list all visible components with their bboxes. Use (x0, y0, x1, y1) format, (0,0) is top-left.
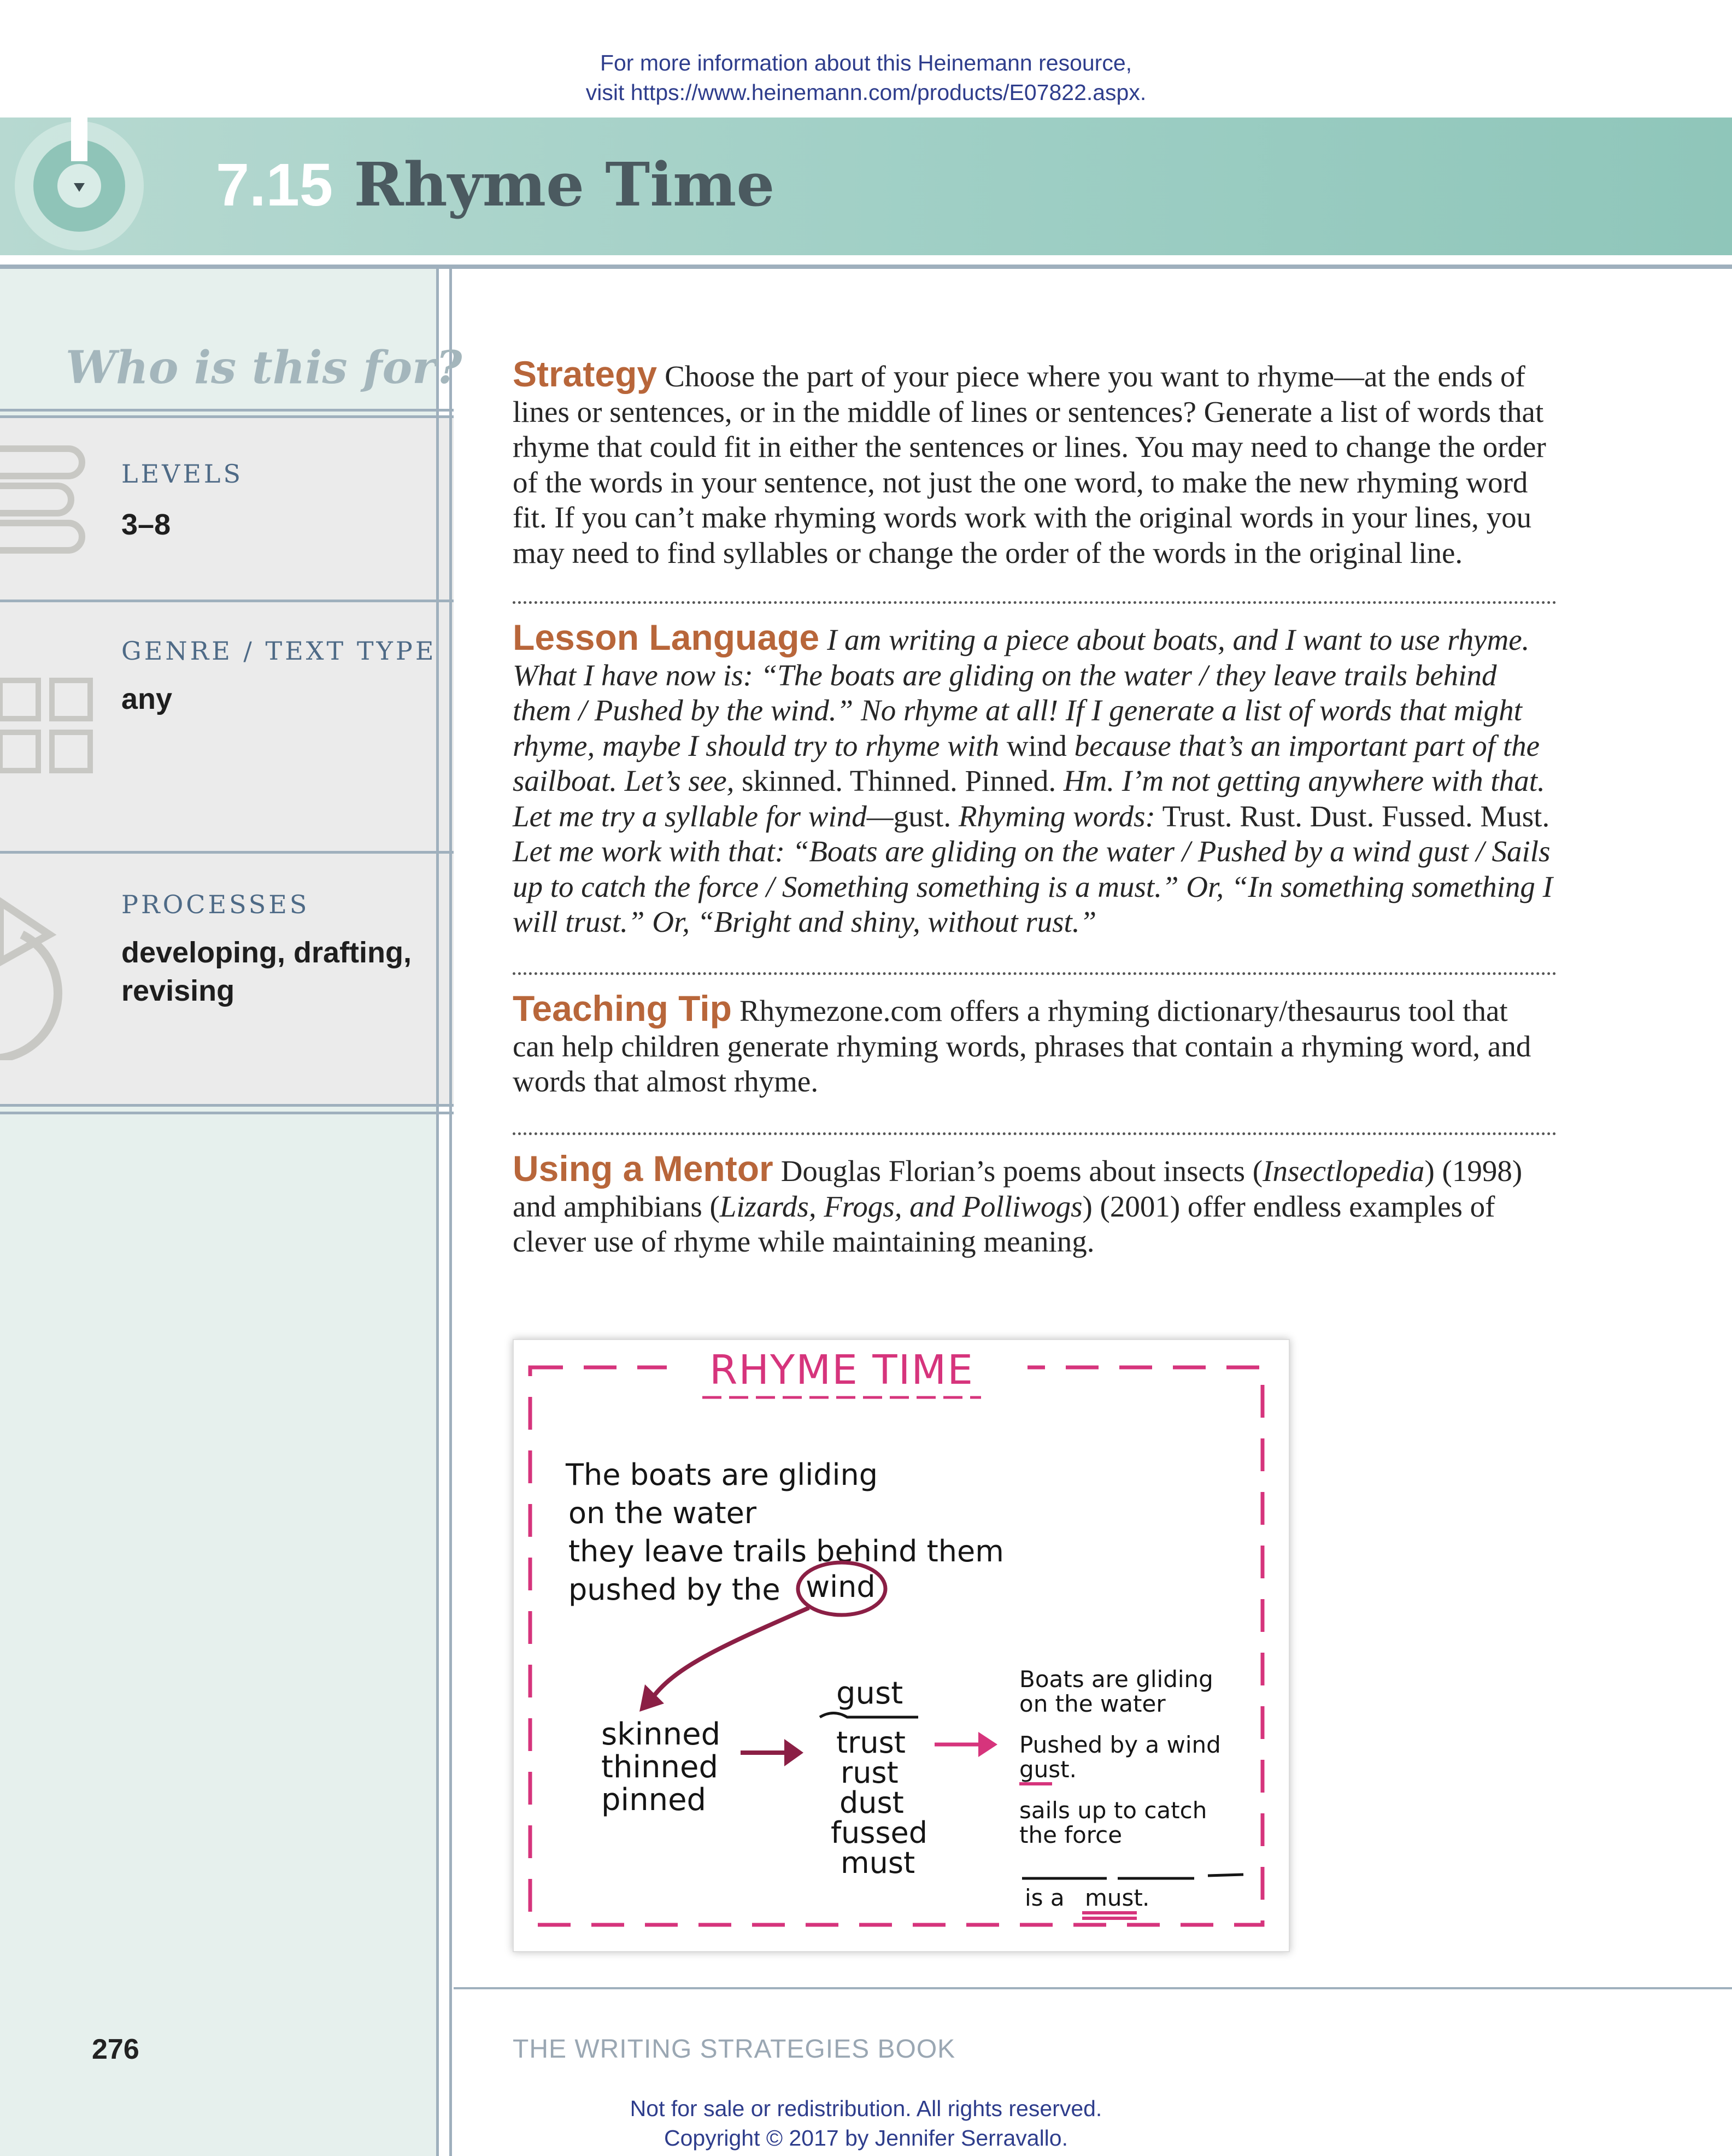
grid-icon (0, 678, 98, 776)
genre-label: GENRE / TEXT TYPE (121, 636, 437, 666)
processes-value (121, 933, 412, 1010)
cycle-arrow-icon (0, 896, 109, 1060)
arrow-right-pink-icon (978, 1732, 997, 1757)
strategy-number: 7.15 (216, 151, 333, 219)
list2-item-5: must (841, 1846, 915, 1880)
list2-item-2: rust (841, 1755, 899, 1790)
strategy-title: Rhyme Time (354, 149, 775, 220)
strategy-text: Choose the part of your piece where you want to rhyme—at the ends of lines or sentences, or in the middle of lines or sentences? Generate a list of words that rhyme that could fit in either the sentences or lines. You may need to change the order of the words in your sentence, not just the one word, to make the new rhyming word fit. If you can’t make rhyming words work with the original words in your lines, you may need to find syllables or change the order of the words in the original line. (513, 360, 1546, 569)
mentor-text-3: ) (2001) offer endless examples of clever use of rhyme while maintaining meaning. (513, 1189, 1495, 1258)
teaching-tip-text: Rhymezone.com offers a rhyming dictionary/thesaurus tool that can help children generate rhyming words, phrases that contain a rhyming word, and words that almost rhyme. (513, 994, 1531, 1098)
strategy-heading: Strategy (513, 354, 657, 394)
resource-notice-link[interactable]: visit https://www.heinemann.com/products/E07822.aspx. (585, 80, 1147, 105)
anchor-chart (513, 1339, 1290, 1952)
levels-label: LEVELS (121, 459, 243, 489)
header-divider (0, 265, 1732, 269)
list1-item-3: pinned (601, 1782, 707, 1818)
sidebar-rule-top-2 (0, 415, 454, 418)
lesson-text-2: because that’s an important part of the sailboat. Let’s see, (513, 729, 1540, 797)
poem-line-5: sails up to catch (1019, 1797, 1207, 1824)
footer-rule (454, 1987, 1732, 1989)
mentor-text-1: Douglas Florian’s poems about insects ( (780, 1154, 1263, 1188)
lesson-roman-3: gust. (893, 799, 952, 833)
sidebar-rule-genre (0, 851, 454, 854)
sidebar-rule-top-1 (0, 409, 454, 412)
list1-item-1: skinned (601, 1717, 721, 1752)
poem-line-2: on the water (1019, 1690, 1166, 1717)
lesson-language-section (513, 617, 1557, 940)
word-wind: wind (806, 1570, 876, 1604)
chart-title: RHYME TIME (709, 1347, 974, 1394)
original-line-1: The boats are gliding (566, 1458, 878, 1492)
lesson-roman-4: Trust. Rust. Dust. Fussed. Must. (1162, 799, 1550, 833)
processes-label: PROCESSES (121, 890, 310, 919)
copyright-line-2: Copyright © 2017 by Jennifer Serravallo. (664, 2125, 1068, 2151)
stacked-books-icon (0, 440, 93, 566)
teaching-tip-section (513, 988, 1557, 1100)
lesson-text-3: Hm. I’m not getting anywhere with that. Let me try a syllable for wind— (513, 764, 1545, 833)
poem-line-7a: is a (1025, 1884, 1065, 1911)
processes-value-line1: developing, drafting, (121, 936, 412, 969)
processes-value-line2: revising (121, 974, 235, 1007)
book-title: THE WRITING STRATEGIES BOOK (513, 2035, 956, 2064)
original-line-3: they leave trails behind them (568, 1534, 1004, 1568)
section-divider-3 (513, 1132, 1557, 1135)
genre-value: any (121, 683, 173, 715)
sidebar-rule-bottom-2 (0, 1112, 454, 1114)
original-line-2: on the water (568, 1496, 757, 1530)
curved-arrow (650, 1608, 809, 1701)
target-icon (0, 101, 164, 265)
page-number: 276 (92, 2034, 139, 2065)
original-line-4: pushed by the (568, 1572, 780, 1607)
poem-line-3: Pushed by a wind (1019, 1731, 1221, 1758)
mentor-book-1: Insectlopedia (1263, 1154, 1425, 1188)
mentor-section (513, 1148, 1557, 1260)
lesson-text-1: I am writing a piece about boats, and I want to use rhyme. What I have now is: “The boats are gliding on the water / they leave trails behind them / Pushed by the wind.” No rhyme at all! If I generate a list of words that might rhyme, maybe I should try to rhyme with (513, 623, 1530, 762)
copyright-notice (0, 2094, 1732, 2153)
lesson-text-4: Rhyming words: (958, 799, 1155, 833)
poem-line-7c: . (1142, 1884, 1150, 1911)
lesson-roman-1: wind (1006, 729, 1067, 762)
poem-line-1: Boats are gliding (1019, 1666, 1213, 1693)
column-divider-2 (449, 269, 452, 2156)
lesson-roman-2: skinned. Thinned. Pinned. (742, 764, 1056, 797)
resource-notice (0, 48, 1732, 107)
anchor-chart-drawing (514, 1340, 1289, 1951)
who-is-this-for-heading: Who is this for? (66, 342, 462, 394)
list2-item-3: dust (839, 1785, 904, 1820)
page-title (216, 146, 774, 224)
list2-item-4: fussed (831, 1816, 928, 1850)
sidebar-rule-bottom-1 (0, 1104, 454, 1107)
mentor-heading: Using a Mentor (513, 1148, 773, 1189)
column-divider-1 (436, 269, 439, 2156)
word-gust: gust (836, 1676, 903, 1711)
sidebar-rule-levels (0, 600, 454, 602)
list2-item-1: trust (836, 1725, 906, 1760)
poem-line-4: gust. (1019, 1756, 1077, 1783)
arrow-right-icon (784, 1739, 803, 1766)
teaching-tip-heading: Teaching Tip (513, 988, 732, 1029)
levels-value: 3–8 (121, 508, 171, 541)
copyright-line-1: Not for sale or redistribution. All rights reserved. (630, 2096, 1102, 2121)
section-divider-1 (513, 601, 1557, 604)
resource-notice-line1: For more information about this Heinemann resource, (600, 50, 1132, 75)
lesson-text-5: Let me work with that: “Boats are gliding on the water / Pushed by a wind gust / Sails up to catch the force / Something something is a must.” Or, “In something something I will trust.” Or, “Bright and shiny, without rust.” (513, 835, 1553, 938)
poem-line-6: the force (1019, 1822, 1123, 1848)
mentor-book-2: Lizards, Frogs, and Polliwogs (719, 1189, 1083, 1223)
section-divider-2 (513, 972, 1557, 975)
list1-item-2: thinned (601, 1749, 718, 1785)
lesson-language-heading: Lesson Language (513, 617, 820, 657)
poem-line-7b: must (1085, 1884, 1143, 1911)
strategy-section (513, 356, 1557, 571)
mentor-text-2: ) (1998) and amphibians ( (513, 1154, 1523, 1223)
